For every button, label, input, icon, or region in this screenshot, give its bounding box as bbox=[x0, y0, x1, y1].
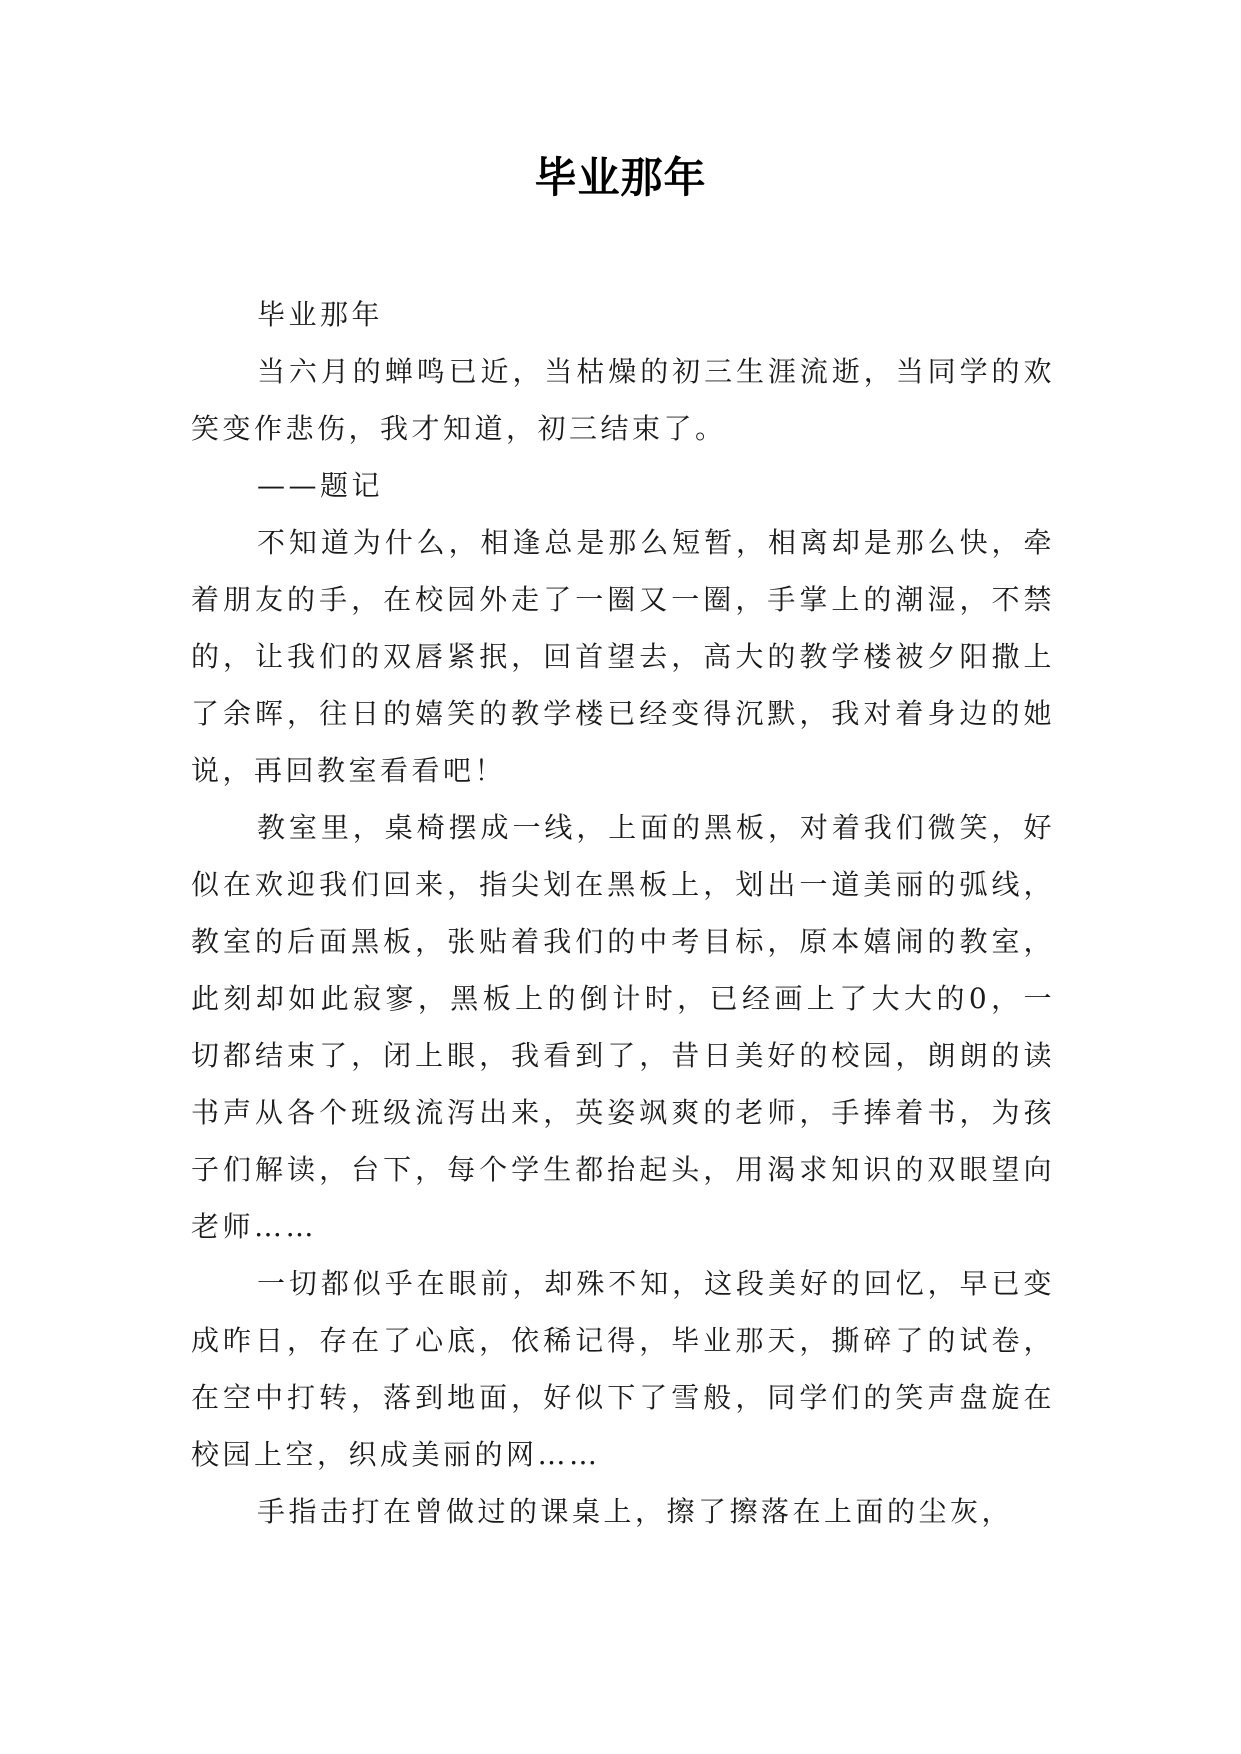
body-paragraph: 手指击打在曾做过的课桌上，擦了擦落在上面的尘灰， bbox=[257, 1495, 1014, 1528]
body-paragraph: 一切都似乎在眼前，却殊不知，这段美好的回忆，早已变成昨日，存在了心底，依稀记得，毕业那天，撕碎了的试卷，在空中打转，落到地面，好似下了雪般，同学们的笑声盘旋在校园上空，织成美丽的网…… bbox=[191, 1267, 1055, 1471]
body-paragraph: 教室里，桌椅摆成一线，上面的黑板，对着我们微笑，好似在欢迎我们回来，指尖划在黑板上，划出一道美丽的弧线，教室的后面黑板，张贴着我们的中考目标，原本嬉闹的教室，此刻却如此寂寥，黑板上的倒计时，已经画上了大大的0，一切都结束了，闭上眼，我看到了，昔日美好的校园，朗朗的读书声从各个班级流泻出来，英姿飒爽的老师，手捧着书，为孩子们解读，台下，每个学生都抬起头，用渴求知识的双眼望向老师…… bbox=[191, 811, 1055, 1243]
document-title: 毕业那年 bbox=[534, 153, 707, 202]
body-paragraph: 不知道为什么，相逢总是那么短暂，相离却是那么快，牵着朋友的手，在校园外走了一圈又一圈，手掌上的潮湿，不禁的，让我们的双唇紧抿，回首望去，高大的教学楼被夕阳撒上了余晖，往日的嬉笑的教学楼已经变得沉默，我对着身边的她说，再回教室看看吧！ bbox=[191, 526, 1055, 787]
epigraph-paragraph: 当六月的蝉鸣已近，当枯燥的初三生涯流逝，当同学的欢笑变作悲伤，我才知道，初三结束了。 bbox=[191, 355, 1055, 445]
epigraph-attribution: ——题记 bbox=[257, 469, 384, 502]
document-body bbox=[191, 286, 1055, 1540]
heading-paragraph: 毕业那年 bbox=[257, 298, 384, 331]
